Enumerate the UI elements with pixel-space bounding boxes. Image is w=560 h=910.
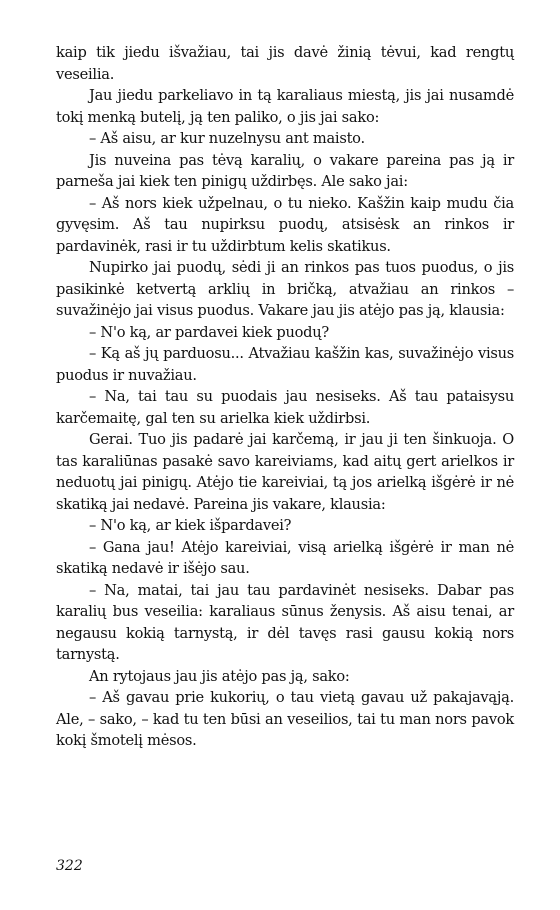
paragraph-2: Jau jiedu parkeliavo in tą karaliaus miestą, jis jai nusamdė tokį menką butelį, ją ten paliko, o jis jai sako: xyxy=(56,87,514,126)
paragraph-1: kaip tik jiedu išvažiau, tai jis davė žinią tėvui, kad rengtų veseilia. xyxy=(56,44,514,83)
page-number: 322 xyxy=(56,858,83,874)
paragraph-11: – N'o ką, ar kiek išpardavei? xyxy=(89,517,292,534)
paragraph-5: – Aš nors kiek užpelnau, o tu nieko. Kašžin kaip mudu čia gyvęsim. Aš tau nupirksu puodų, atsisėsk an rinkos ir pardavinėk, rasi ir tu uždirbtum kelis skatikus. xyxy=(56,194,514,255)
paragraph-4: Jis nuveina pas tėvą karalių, o vakare pareina pas ją ir parneša jai kiek ten pinigų uždirbęs. Ale sako jai: xyxy=(56,151,514,190)
paragraph-12: – Gana jau! Atėjo kareiviai, visą arielką išgėrė ir man nė skatiką nedavė ir išėjo sau. xyxy=(56,538,514,577)
paragraph-7: – N'o ką, ar pardavei kiek puodų? xyxy=(89,323,330,341)
page-text xyxy=(56,42,514,752)
paragraph-9: – Na, tai tau su puodais jau nesiseks. Aš tau pataisysu karčemaitę, gal ten su arielka kiek uždirbsi. xyxy=(56,388,514,427)
paragraph-10: Gerai. Tuo jis padarė jai karčemą, ir jau ji ten šinkuoja. O tas karaliūnas pasakė savo kareiviams, kad aitų gert arielkos ir neduotų jai pinigų. Atėjo tie kareiviai, tą jos arielką išgėrė ir nė skatiką jai nedavė. Pareina jis vakare, klausia: xyxy=(56,431,514,513)
paragraph-15: – Aš gavau prie kukorių, o tau vietą gavau už pakajavąją. Ale, – sako, – kad tu ten būsi an veseilios, tai tu man nors pavok kokį šmotelį mėsos. xyxy=(56,689,514,749)
paragraph-8: – Ką aš jų parduosu... Atvažiau kašžin kas, suvažinėjo visus puodus ir nuvažiau. xyxy=(56,345,514,384)
paragraph-6: Nupirko jai puodų, sėdi ji an rinkos pas tuos puodus, o jis pasikinkė ketvertą arklių in bričką, atvažiau an rinkos – suvažinėjo jai visus puodus. Vakare jau jis atėjo pas ją, klausia: xyxy=(56,259,514,319)
paragraph-14: An rytojaus jau jis atėjo pas ją, sako: xyxy=(89,667,350,685)
paragraph-13: – Na, matai, tai jau tau pardavinėt nesiseks. Dabar pas karalių bus veseilia: karaliaus sūnus ženysis. Aš aisu tenai, ar negausu kokią tarnystą, ir dėl tavęs rasi gausu kokią nors tarnystą. xyxy=(56,581,514,663)
paragraph-3: – Aš aisu, ar kur nuzelnysu ant maisto. xyxy=(89,130,365,147)
